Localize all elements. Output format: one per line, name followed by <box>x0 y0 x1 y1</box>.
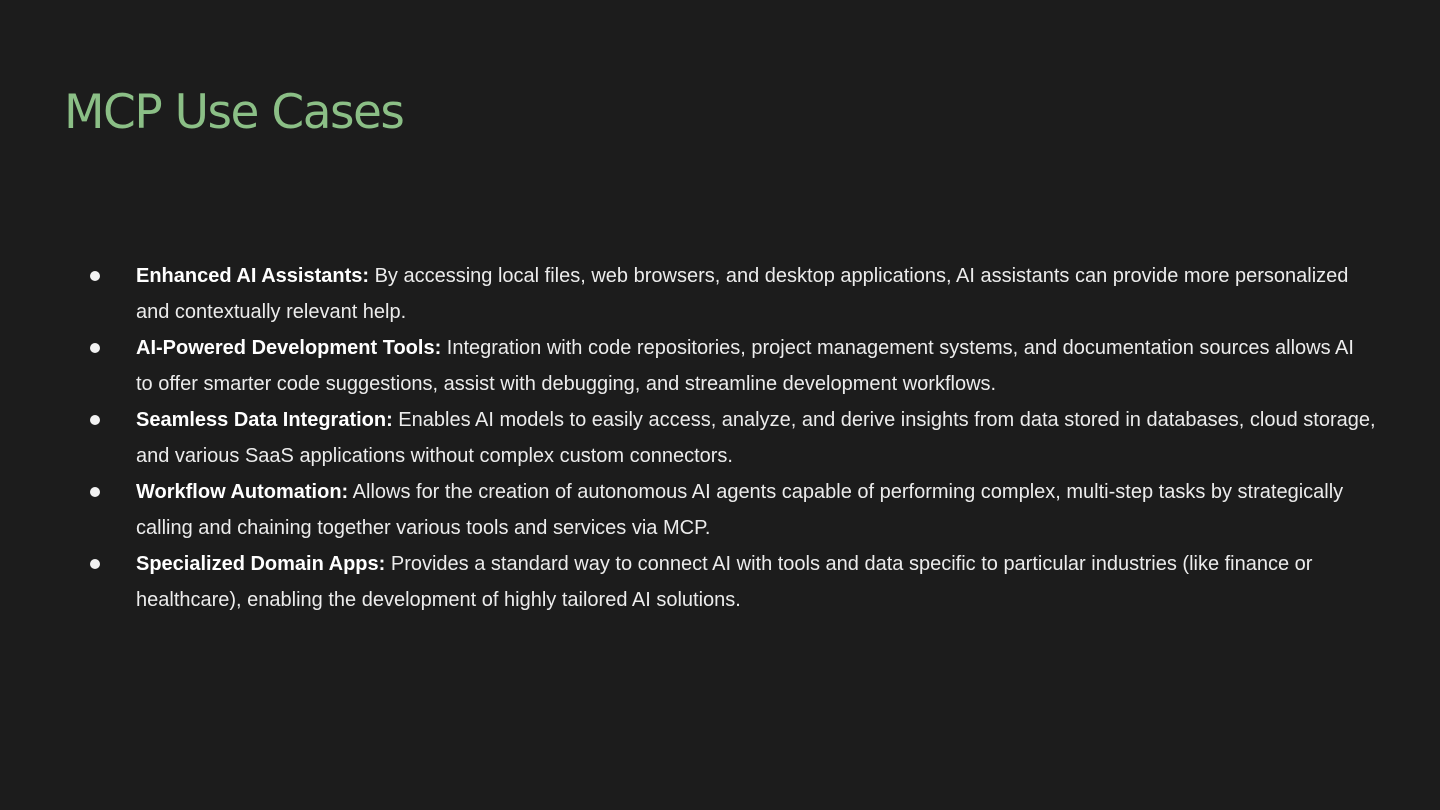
item-label: Workflow Automation: <box>136 481 349 503</box>
item-label: AI-Powered Development Tools: <box>136 337 442 359</box>
bullet-icon <box>90 487 100 497</box>
bullet-icon <box>90 559 100 569</box>
item-label: Seamless Data Integration: <box>136 409 393 431</box>
list-item <box>86 402 1376 474</box>
list-item <box>86 258 1376 330</box>
item-text: Integration with code repositories, project management systems, and documentation sources allows AI to offer smarter code suggestions, assist with debugging, and streamline development workflows. <box>136 337 1354 395</box>
list-item <box>86 474 1376 546</box>
bullet-icon <box>90 271 100 281</box>
item-label: Enhanced AI Assistants: <box>136 265 370 287</box>
bullet-icon <box>90 415 100 425</box>
item-text: Enables AI models to easily access, analyze, and derive insights from data stored in databases, cloud storage, and various SaaS applications without complex custom connectors. <box>136 409 1376 467</box>
list-item <box>86 546 1376 618</box>
bullet-icon <box>90 343 100 353</box>
item-label: Specialized Domain Apps: <box>136 553 386 575</box>
use-case-list <box>86 258 1376 618</box>
item-text: By accessing local files, web browsers, and desktop applications, AI assistants can provide more personalized and contextually relevant help. <box>136 265 1349 323</box>
item-text: Allows for the creation of autonomous AI agents capable of performing complex, multi-step tasks by strategically calling and chaining together various tools and services via MCP. <box>136 481 1344 539</box>
slide-title: MCP Use Cases <box>64 85 404 140</box>
list-item <box>86 330 1376 402</box>
item-text: Provides a standard way to connect AI with tools and data specific to particular industries (like finance or healthcare), enabling the development of highly tailored AI solutions. <box>136 553 1313 611</box>
